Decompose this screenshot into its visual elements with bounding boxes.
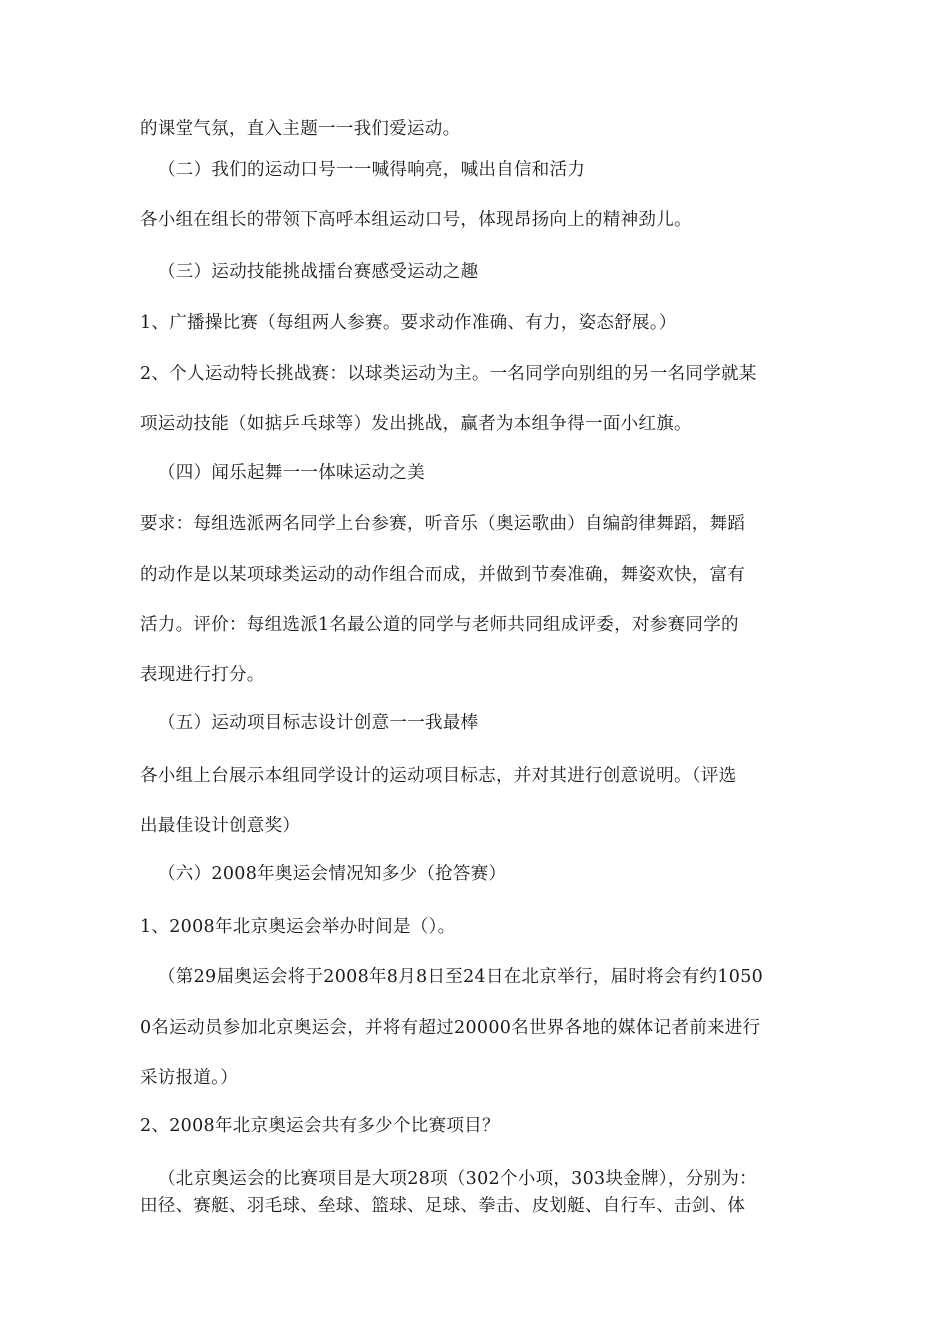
text-line: 2、个人运动特长挑战赛：以球类运动为主。一名同学向别组的另一名同学就某: [140, 364, 757, 384]
text-line: 出最佳设计创意奖）: [140, 816, 301, 836]
text-line: 的动作是以某项球类运动的动作组合而成，并做到节奏准确，舞姿欢快，富有: [140, 565, 746, 585]
text-line: （北京奥运会的比赛项目是大项28项（302个小项，303块金牌），分别为：: [158, 1169, 757, 1189]
text-line: 田径、赛艇、羽毛球、垒球、篮球、足球、拳击、皮划艇、自行车、击剑、体: [140, 1196, 746, 1216]
section-heading-6: （六）2008年奥运会情况知多少（抢答赛）: [158, 864, 507, 884]
text-line: 的课堂气氛，直入主题一一我们爱运动。: [140, 119, 461, 139]
text-line: 0名运动员参加北京奥运会，并将有超过20000名世界各地的媒体记者前来进行: [140, 1018, 761, 1038]
text-line: 表现进行打分。: [140, 665, 265, 685]
text-line: 各小组上台展示本组同学设计的运动项目标志，并对其进行创意说明。（评选: [140, 766, 737, 786]
text-line: 活力。评价：每组选派1名最公道的同学与老师共同组成评委，对参赛同学的: [140, 615, 739, 635]
text-line: 项运动技能（如掂乒乓球等）发出挑战，赢者为本组争得一面小红旗。: [140, 414, 692, 434]
section-heading-3: （三）运动技能挑战擂台赛感受运动之趣: [158, 262, 479, 282]
section-heading-5: （五）运动项目标志设计创意一一我最棒: [158, 713, 479, 733]
text-line: 要求：每组选派两名同学上台参赛，听音乐（奥运歌曲）自编韵律舞蹈，舞蹈: [140, 514, 746, 534]
text-line: （第29届奥运会将于2008年8月8日至24日在北京举行，届时将会有约1050: [158, 967, 764, 987]
text-line: 1、广播操比赛（每组两人参赛。要求动作准确、有力，姿态舒展。）: [140, 313, 677, 333]
section-heading-4: （四）闻乐起舞一一体味运动之美: [158, 463, 425, 483]
text-line: 采访报道。）: [140, 1068, 239, 1088]
text-line: 各小组在组长的带领下高呼本组运动口号，体现昂扬向上的精神劲儿。: [140, 210, 692, 230]
text-line: 1、2008年北京奥运会举办时间是（）。: [140, 917, 456, 937]
section-heading-2: （二）我们的运动口号一一喊得响亮，喊出自信和活力: [158, 160, 586, 180]
text-line: 2、2008年北京奥运会共有多少个比赛项目？: [140, 1116, 500, 1136]
